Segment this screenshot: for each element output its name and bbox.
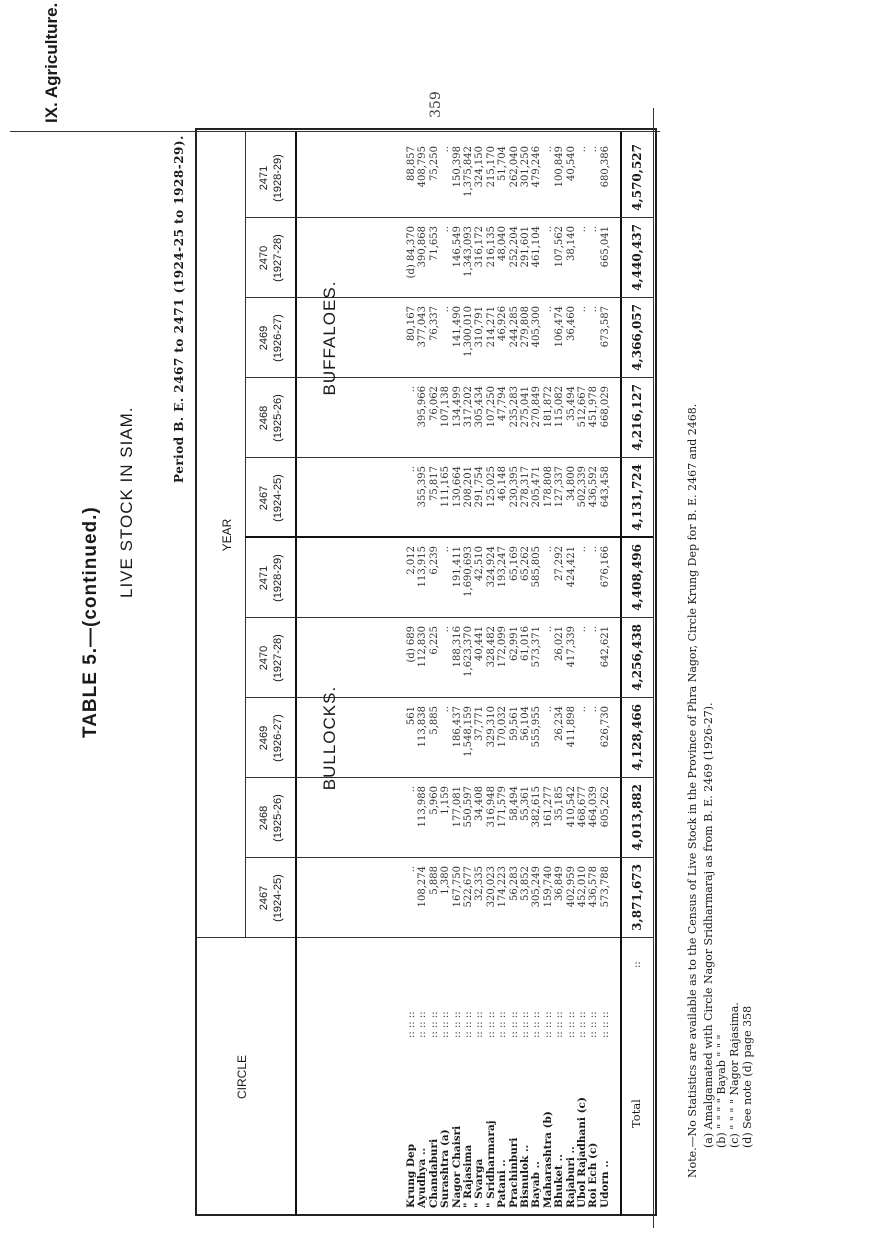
table-cell: .. xyxy=(588,146,600,153)
year-span: (1927-28) xyxy=(272,634,284,682)
header-bottom-rule xyxy=(295,132,297,1216)
table-cell: 252,204 xyxy=(508,226,520,268)
table-cell: 643,458 xyxy=(599,466,611,508)
table-cell: 6,239 xyxy=(428,546,440,575)
year-span: (1928-29) xyxy=(272,154,284,202)
table-cell: 26,234 xyxy=(554,706,566,741)
table-cell: 88,857 xyxy=(406,146,417,181)
note-a: (a) Amalgamated with Circle Nagor Sridharmaraj as from B. E. 2469 (1926-27). xyxy=(702,702,715,1148)
table-cell: 65,262 xyxy=(520,546,531,581)
table-cell: 6,225 xyxy=(428,626,440,655)
table-cell: 150,398 xyxy=(451,146,463,188)
row-circle: Roi Ech (c) xyxy=(587,1142,600,1208)
table-cell: 51,704 xyxy=(497,146,509,181)
table-cell: 47,794 xyxy=(497,386,509,421)
table-cell: 2,012 xyxy=(406,546,417,575)
table-cell: 1,623,370 xyxy=(463,626,474,677)
table-cell: 390,868 xyxy=(417,226,429,268)
table-cell: 405,300 xyxy=(531,306,543,348)
table-cell: 502,339 xyxy=(577,466,588,508)
table-cell: 40,441 xyxy=(474,626,486,661)
row-circle: Maharashtra (b) xyxy=(541,1111,554,1208)
total-cell: 3,871,673 xyxy=(630,864,644,931)
table-cell: 76,337 xyxy=(428,306,440,341)
table-cell: 34,800 xyxy=(565,466,577,501)
table-cell: 275,041 xyxy=(520,386,531,428)
table-cell: 479,246 xyxy=(531,146,543,188)
table-cell: .. xyxy=(542,706,554,713)
table-cell: 113,988 xyxy=(417,786,429,828)
table-cell: 113,838 xyxy=(417,706,429,748)
table-cell: 668,029 xyxy=(599,386,611,428)
table-cell: 40,540 xyxy=(565,146,577,181)
table-cell: 402,959 xyxy=(565,866,577,908)
year-divider xyxy=(245,132,246,938)
table-cell: .. xyxy=(588,546,600,553)
table-cell: 46,148 xyxy=(497,466,509,501)
table-cell: 5,960 xyxy=(428,786,440,815)
table-cell: 665,041 xyxy=(599,226,611,268)
note-c: (c) " " " " Nagor Rajasima. xyxy=(728,1002,741,1148)
row-dots: :: :: :: xyxy=(577,1011,588,1038)
table-cell: 1,380 xyxy=(440,866,452,895)
note-d: (d) See note (d) page 358 xyxy=(741,1005,754,1148)
table-cell: 410,542 xyxy=(565,786,577,828)
table-cell: 113,915 xyxy=(417,546,429,588)
total-label: Total xyxy=(629,1099,643,1128)
table-cell: .. xyxy=(577,626,588,633)
table-cell: 1,159 xyxy=(440,786,452,815)
table-cell: (d) 84,370 xyxy=(406,226,417,279)
table-cell: 244,285 xyxy=(508,306,520,348)
table-cell: 59,561 xyxy=(508,706,520,741)
row-dots: :: :: :: xyxy=(474,1011,486,1038)
table-cell: 61,016 xyxy=(520,626,531,661)
table-cell: 130,664 xyxy=(451,466,463,508)
table-cell: 452,010 xyxy=(577,866,588,908)
table-cell: 291,754 xyxy=(474,466,486,508)
year-label: 2470 xyxy=(258,645,270,671)
row-dots: :: :: :: xyxy=(451,1011,463,1038)
table-cell: .. xyxy=(542,626,554,633)
table-cell: 305,249 xyxy=(531,866,543,908)
table-cell: 181,872 xyxy=(542,386,554,428)
row-dots: :: :: :: xyxy=(417,1011,429,1038)
table-cell: 75,250 xyxy=(428,146,440,181)
group-buffaloes: BUFFALOES. xyxy=(320,280,339,396)
table-cell: 32,335 xyxy=(474,866,486,901)
total-cell: 4,408,496 xyxy=(630,544,644,611)
table-cell: 46,926 xyxy=(497,306,509,341)
year-span: (1924-25) xyxy=(272,874,284,922)
table-cell: 324,924 xyxy=(485,546,497,588)
table-cell: 464,039 xyxy=(588,786,600,828)
year-label: 2470 xyxy=(258,245,270,271)
table-cell: 550,597 xyxy=(463,786,474,828)
table-cell: 324,150 xyxy=(474,146,486,188)
row-dots: :: :: :: xyxy=(406,1011,417,1038)
table-cell: 512,667 xyxy=(577,386,588,428)
table-cell: 310,791 xyxy=(474,306,486,348)
table-cell: .. xyxy=(440,706,452,713)
group-bullocks: BULLOCKS. xyxy=(320,685,339,791)
year-span: (1924-25) xyxy=(272,474,284,522)
table-cell: 107,562 xyxy=(554,226,566,268)
row-circle: " Sridharmaraj xyxy=(484,1120,497,1208)
table-cell: 320,023 xyxy=(485,866,497,908)
table-cell: 111,165 xyxy=(440,466,452,508)
circle-header: CIRCLE xyxy=(235,1055,249,1100)
table-cell: 146,549 xyxy=(451,226,463,268)
table-cell: 1,300,010 xyxy=(463,306,474,357)
table-cell: 417,339 xyxy=(565,626,577,668)
table-cell: 561 xyxy=(406,706,417,726)
table-cell: 27,292 xyxy=(554,546,566,581)
table-cell: 58,494 xyxy=(508,786,520,821)
row-circle: Rajaburi .. xyxy=(564,1146,577,1208)
table-cell: 216,135 xyxy=(485,226,497,268)
table-cell: 355,395 xyxy=(417,466,429,508)
table-cell: 188,316 xyxy=(451,626,463,668)
page-rule xyxy=(10,131,660,132)
table-cell: 291,601 xyxy=(520,226,531,268)
total-cell: 4,366,057 xyxy=(630,304,644,371)
total-cell: 4,216,127 xyxy=(630,384,644,451)
row-circle: " Rajasima xyxy=(462,1144,474,1208)
page-number: 359 xyxy=(428,91,444,118)
total-cell: 4,131,724 xyxy=(630,464,644,531)
table-cell: 424,421 xyxy=(565,546,577,588)
row-circle: Nagor Chaisri xyxy=(450,1125,463,1208)
total-cell: 4,128,466 xyxy=(630,704,644,771)
table-cell: .. xyxy=(577,226,588,233)
table-cell: 171,579 xyxy=(497,786,509,828)
table-cell: .. xyxy=(406,466,417,473)
row-dots: :: :: :: xyxy=(588,1011,600,1038)
year-label: 2469 xyxy=(258,325,270,351)
table-cell: 34,408 xyxy=(474,786,486,821)
table-cell: 642,621 xyxy=(599,626,611,668)
table-cell: 573,371 xyxy=(531,626,543,668)
table-cell: 106,474 xyxy=(554,306,566,348)
row-circle: Krung Dep xyxy=(405,1143,417,1208)
table-cell: 141,490 xyxy=(451,306,463,348)
table-cell: 230,395 xyxy=(508,466,520,508)
table-cell: .. xyxy=(406,866,417,873)
table-cell: 626,730 xyxy=(599,706,611,748)
table-cell: 36,849 xyxy=(554,866,566,901)
total-cell: 4,256,438 xyxy=(630,624,644,691)
table-cell: 680,386 xyxy=(599,146,611,188)
table-cell: 35,185 xyxy=(554,786,566,821)
table-cell: .. xyxy=(440,626,452,633)
table-cell: 317,202 xyxy=(463,386,474,428)
table-cell: 107,250 xyxy=(485,386,497,428)
table-cell: 42,510 xyxy=(474,546,486,581)
table-cell: 301,250 xyxy=(520,146,531,188)
table-cell: 134,499 xyxy=(451,386,463,428)
row-circle: Bayab .. xyxy=(530,1161,543,1208)
row-circle: Udorn .. xyxy=(598,1160,611,1208)
row-circle: Surashtra (a) xyxy=(439,1129,452,1208)
table-cell: 167,750 xyxy=(451,866,463,908)
row-dots: :: :: :: xyxy=(565,1011,577,1038)
year-span: (1927-28) xyxy=(272,234,284,282)
table-cell: 107,138 xyxy=(440,386,452,428)
table-cell: .. xyxy=(588,226,600,233)
row-circle: " Svarga xyxy=(473,1158,486,1208)
table-cell: 461,104 xyxy=(531,226,543,268)
table-cell: 555,955 xyxy=(531,706,543,748)
table-cell: .. xyxy=(440,306,452,313)
row-dots: :: :: :: xyxy=(542,1011,554,1038)
table-cell: 279,808 xyxy=(520,306,531,348)
table-cell: (d) 689 xyxy=(406,626,417,663)
note-b: (b) " " " " Bayab " " " xyxy=(715,1034,728,1148)
year-label: 2468 xyxy=(258,805,270,831)
table-cell: 522,677 xyxy=(463,866,474,908)
table-cell: 1,548,159 xyxy=(463,706,474,757)
table-cell: 177,081 xyxy=(451,786,463,828)
table-cell: .. xyxy=(588,626,600,633)
table-cell: 65,169 xyxy=(508,546,520,581)
table-cell: .. xyxy=(577,546,588,553)
table-cell: 408,795 xyxy=(417,146,429,188)
row-dots: :: :: :: xyxy=(497,1011,509,1038)
table-cell: 161,277 xyxy=(542,786,554,828)
table-cell: .. xyxy=(406,786,417,793)
table-cell: 305,434 xyxy=(474,386,486,428)
year-span: (1928-29) xyxy=(272,554,284,602)
total-dots: :: xyxy=(632,961,643,968)
table-title: TABLE 5.—(continued.) xyxy=(80,506,101,738)
table-cell: 75,817 xyxy=(428,466,440,501)
total-cell: 4,570,527 xyxy=(630,144,644,211)
table-cell: 1,343,093 xyxy=(463,226,474,277)
total-cell: 4,013,882 xyxy=(630,784,644,851)
table-cell: 191,411 xyxy=(451,546,463,588)
row-dots: :: :: :: xyxy=(428,1011,440,1038)
table-cell: 56,104 xyxy=(520,706,531,741)
year-label: 2467 xyxy=(258,485,270,511)
table-cell: 673,587 xyxy=(599,306,611,348)
row-circle: Bisnulok .. xyxy=(519,1144,531,1208)
table-cell: 159,740 xyxy=(542,866,554,908)
table-cell: .. xyxy=(406,386,417,393)
table-cell: 36,460 xyxy=(565,306,577,341)
section-label: IX. Agriculture. xyxy=(42,2,61,123)
table-cell: 127,337 xyxy=(554,466,566,508)
table-cell: 62,991 xyxy=(508,626,520,661)
table-cell: 436,592 xyxy=(588,466,600,508)
page-rule-bottom xyxy=(653,108,654,1228)
table-cell: 35,494 xyxy=(565,386,577,421)
table-cell: 5,885 xyxy=(428,706,440,735)
table-cell: 468,677 xyxy=(577,786,588,828)
row-dots: :: :: :: xyxy=(531,1011,543,1038)
table-cell: .. xyxy=(440,146,452,153)
table-subtitle: LIVE STOCK IN SIAM. xyxy=(117,406,136,598)
year-label: 2469 xyxy=(258,725,270,751)
table-cell: 208,201 xyxy=(463,466,474,508)
row-circle: Bhuket .. xyxy=(553,1154,566,1208)
table-cell: 270,849 xyxy=(531,386,543,428)
table-cell: 170,032 xyxy=(497,706,509,748)
table-cell: .. xyxy=(542,306,554,313)
row-dots: :: :: :: xyxy=(508,1011,520,1038)
year-span: (1925-26) xyxy=(272,794,284,842)
table-cell: 76,062 xyxy=(428,386,440,421)
table-cell: 1,375,842 xyxy=(463,146,474,197)
table-cell: 278,317 xyxy=(520,466,531,508)
table-cell: 174,223 xyxy=(497,866,509,908)
table-cell: 80,167 xyxy=(406,306,417,341)
row-circle: Ubol Rajadhani (c) xyxy=(576,1097,588,1208)
table-cell: 377,043 xyxy=(417,306,429,348)
table-cell: 411,898 xyxy=(565,706,577,748)
table-cell: 1,690,693 xyxy=(463,546,474,597)
table-cell: .. xyxy=(440,226,452,233)
table-cell: 178,808 xyxy=(542,466,554,508)
table-cell: 436,578 xyxy=(588,866,600,908)
table-cell: 262,040 xyxy=(508,146,520,188)
table-cell: 5,888 xyxy=(428,866,440,895)
table-cell: 215,170 xyxy=(485,146,497,188)
table-cell: .. xyxy=(542,146,554,153)
note-main: Note.—No Statistics are available as to the Census of Live Stock in the Province of Phra Nagor, Circle Krung Dep for B. E. 2467 and 2468. xyxy=(686,403,699,1178)
table-cell: .. xyxy=(577,306,588,313)
table-cell: 100,849 xyxy=(554,146,566,188)
table-cell: 676,166 xyxy=(599,546,611,588)
year-label: 2468 xyxy=(258,405,270,431)
row-circle: Patani .. xyxy=(496,1159,509,1208)
year-label: 2467 xyxy=(258,885,270,911)
table-cell: 112,830 xyxy=(417,626,429,668)
table-cell: 108,274 xyxy=(417,866,429,908)
table-cell: .. xyxy=(542,546,554,553)
table-cell: .. xyxy=(577,146,588,153)
table-cell: 55,361 xyxy=(520,786,531,821)
row-dots: :: :: :: xyxy=(599,1011,611,1038)
table-cell: 186,437 xyxy=(451,706,463,748)
table-cell: 605,262 xyxy=(599,786,611,828)
table-cell: 115,082 xyxy=(554,386,566,428)
row-dots: :: :: :: xyxy=(520,1011,531,1038)
table-cell: 316,172 xyxy=(474,226,486,268)
table-cell: 235,283 xyxy=(508,386,520,428)
table-cell: 573,788 xyxy=(599,866,611,908)
table-cell: .. xyxy=(440,546,452,553)
table-cell: 125,025 xyxy=(485,466,497,508)
table-cell: 585,805 xyxy=(531,546,543,588)
table-cell: 451,978 xyxy=(588,386,600,428)
row-dots: :: :: :: xyxy=(485,1011,497,1038)
table-cell: .. xyxy=(577,706,588,713)
table-cell: .. xyxy=(588,306,600,313)
year-label: 2471 xyxy=(258,165,270,191)
table-cell: 382,615 xyxy=(531,786,543,828)
year-label: 2471 xyxy=(258,565,270,591)
table-cell: 172,099 xyxy=(497,626,509,668)
table-cell: 205,471 xyxy=(531,466,543,508)
table-cell: 48,040 xyxy=(497,226,509,261)
table-cell: 71,653 xyxy=(428,226,440,261)
row-dots: :: :: :: xyxy=(463,1011,474,1038)
table-cell: 56,283 xyxy=(508,866,520,901)
row-dots: :: :: :: xyxy=(554,1011,566,1038)
table-cell: 395,966 xyxy=(417,386,429,428)
table-cell: 328,482 xyxy=(485,626,497,668)
row-circle: Chandaburi xyxy=(427,1138,440,1208)
row-circle: Ayudhya .. xyxy=(416,1147,429,1208)
table-cell: 329,310 xyxy=(485,706,497,748)
table-cell: 53,852 xyxy=(520,866,531,901)
year-span: (1925-26) xyxy=(272,394,284,442)
table-cell: .. xyxy=(542,226,554,233)
table-cell: 38,140 xyxy=(565,226,577,261)
total-rule xyxy=(620,132,622,1216)
year-span: (1926-27) xyxy=(272,314,284,362)
table-period: Period B. E. 2467 to 2471 (1924-25 to 1928-29). xyxy=(172,135,186,483)
year-header: YEAR xyxy=(220,518,234,552)
table-cell: .. xyxy=(588,706,600,713)
row-dots: :: :: :: xyxy=(440,1011,452,1038)
total-cell: 4,440,437 xyxy=(630,224,644,291)
table-cell: 214,271 xyxy=(485,306,497,348)
table-cell: 37,771 xyxy=(474,706,486,741)
year-span: (1926-27) xyxy=(272,714,284,762)
table-cell: 26,021 xyxy=(554,626,566,661)
table-cell: 193,247 xyxy=(497,546,509,588)
table-cell: 316,948 xyxy=(485,786,497,828)
row-circle: Prachinburi xyxy=(507,1137,520,1208)
